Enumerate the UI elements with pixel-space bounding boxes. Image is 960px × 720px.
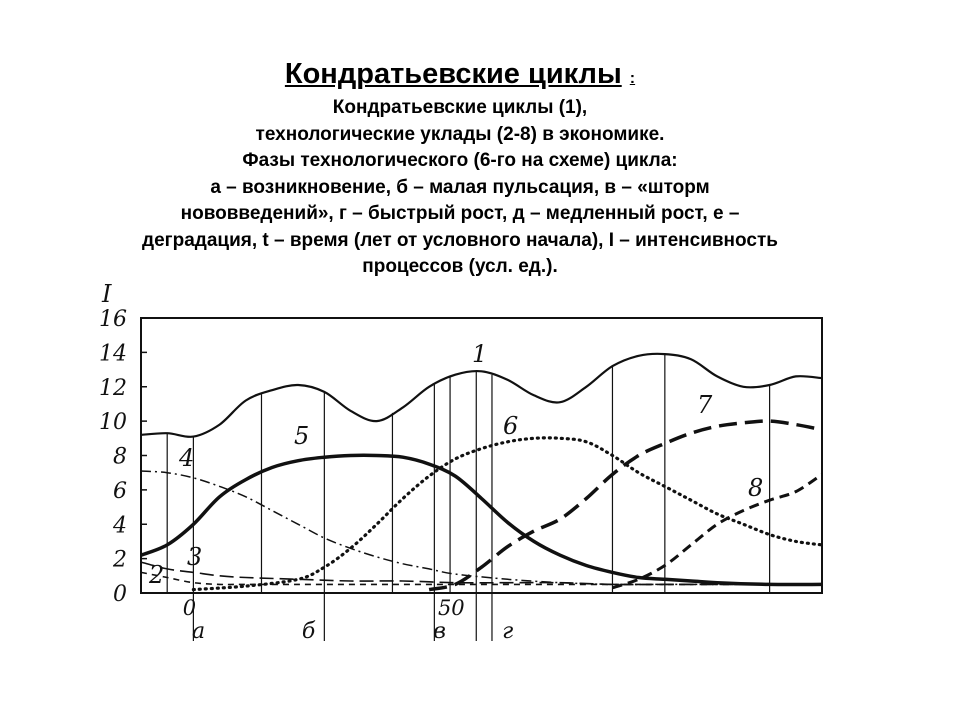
series-label: 1 [472, 340, 488, 368]
x-tick-label: 50 [437, 596, 465, 620]
y-tick-label: 14 [99, 341, 127, 367]
title-colon: : [629, 70, 636, 87]
subtitle-line: процессов (усл. ед.). [362, 256, 558, 277]
phase-label: г [502, 619, 514, 644]
y-tick-label: 16 [99, 307, 127, 332]
subtitle-line: а – возникновение, б – малая пульсация, в – «шторм [210, 176, 710, 198]
y-tick-label: 10 [99, 410, 127, 436]
subtitle-line: нововведений», г – быстрый рост, д – медленный рост, е – [180, 203, 740, 224]
subtitle-line: Кондратьевские циклы (1), [332, 97, 588, 118]
y-tick-label: 0 [113, 582, 127, 607]
y-tick-label: 6 [113, 478, 127, 504]
phase-label: в [433, 619, 446, 644]
title-text: Кондратьевские циклы [284, 58, 622, 90]
phase-label: а [192, 619, 206, 644]
y-tick-label: 8 [113, 444, 127, 470]
series-label: 2 [149, 561, 165, 589]
series-label: 8 [748, 474, 764, 502]
series-label: 6 [503, 412, 519, 440]
x-tick-label: 0 [182, 596, 197, 620]
phase-label: б [301, 619, 316, 644]
series-label: 3 [187, 543, 203, 571]
series-label: 4 [179, 444, 195, 472]
series-label: 7 [697, 391, 713, 419]
series-6-line [193, 438, 822, 590]
y-tick-label: 12 [99, 375, 127, 401]
y-axis-label: I [102, 280, 112, 308]
series-label: 5 [294, 422, 310, 450]
y-tick-label: 2 [113, 547, 127, 573]
subtitle-line: технологические уклады (2-8) в экономике. [255, 123, 665, 145]
subtitle-line: деградация, t – время (лет от условного начала), I – интенсивность [142, 229, 778, 251]
subtitle-line: Фазы технологического (6-го на схеме) цикла: [242, 150, 678, 171]
series-8-line [613, 474, 823, 587]
y-tick-label: 4 [113, 513, 127, 539]
